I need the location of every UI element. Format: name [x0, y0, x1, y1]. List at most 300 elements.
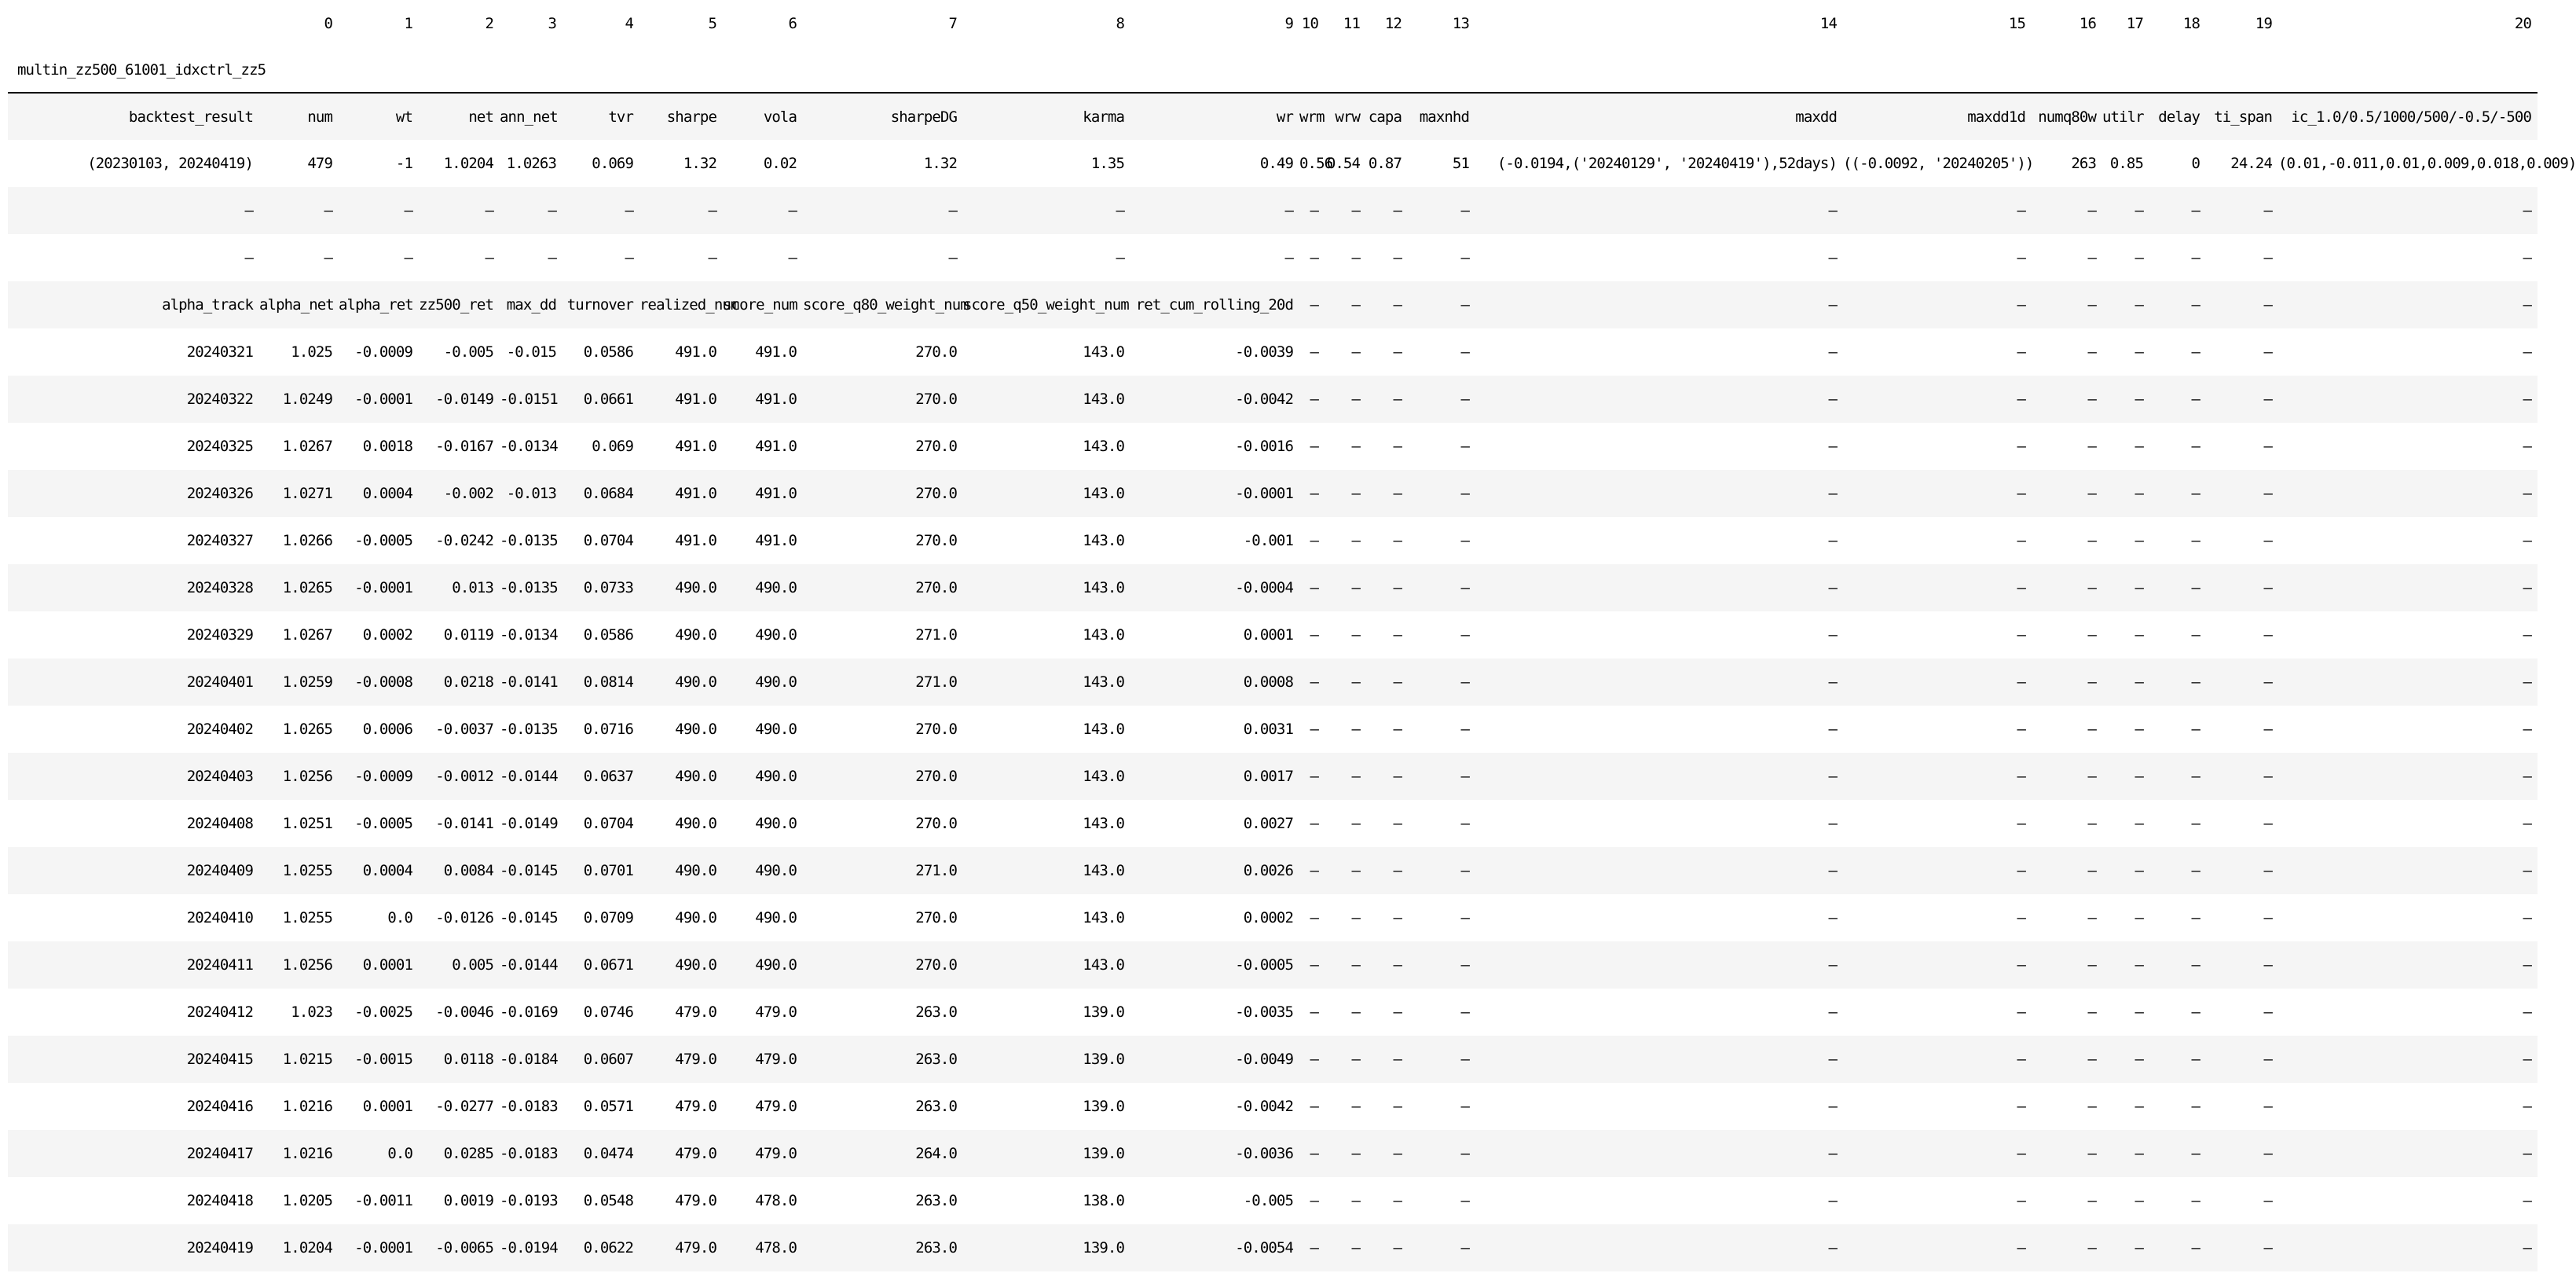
table-cell: -0.0025 — [354, 1003, 412, 1021]
table-cell: — — [2523, 1145, 2531, 1162]
table-cell: wt — [395, 108, 412, 126]
table-row — [8, 659, 2538, 706]
table-cell: — — [1393, 862, 1402, 879]
table-cell: — — [2087, 249, 2096, 266]
table-cell: 143.0 — [1083, 815, 1124, 832]
table-cell: 490.0 — [755, 768, 797, 785]
table-cell: -0.0065 — [435, 1239, 493, 1256]
table-cell: score_q80_weight_num — [803, 296, 969, 314]
table-cell: -0.0141 — [500, 673, 558, 691]
table-cell: — — [1393, 485, 1402, 502]
table-cell: 271.0 — [915, 673, 957, 691]
table-cell: — — [2017, 579, 2025, 596]
row-index-label: 20240418 — [186, 1192, 253, 1209]
table-row — [8, 328, 2538, 376]
table-cell: 0.0001 — [362, 956, 412, 974]
table-cell: 0.54 — [1326, 155, 1360, 172]
table-cell: — — [2134, 532, 2143, 549]
table-cell: 270.0 — [915, 909, 957, 926]
table-cell: — — [2191, 579, 2200, 596]
table-cell: — — [2087, 1192, 2096, 1209]
table-cell: — — [2134, 956, 2143, 974]
table-cell: — — [1460, 1192, 1469, 1209]
table-cell: — — [788, 249, 797, 266]
table-cell: — — [2134, 296, 2143, 314]
table-cell: 490.0 — [755, 862, 797, 879]
table-cell: 1.0265 — [282, 721, 332, 738]
table-cell: 0.85 — [2109, 155, 2143, 172]
table-cell: 143.0 — [1083, 343, 1124, 361]
table-cell: — — [485, 249, 493, 266]
table-cell: — — [2134, 909, 2143, 926]
table-cell: 0.069 — [592, 438, 633, 455]
table-cell: — — [2134, 202, 2143, 219]
table-cell: — — [2523, 1051, 2531, 1068]
table-cell: 490.0 — [675, 626, 716, 644]
table-cell: — — [1393, 721, 1402, 738]
row-index-label: 20240401 — [186, 673, 253, 691]
row-index-label: 20240325 — [186, 438, 253, 455]
table-cell: 479 — [307, 155, 332, 172]
table-cell: — — [1828, 343, 1837, 361]
table-cell: — — [1116, 249, 1124, 266]
table-cell: -0.0169 — [500, 1003, 558, 1021]
table-cell: — — [1460, 1098, 1469, 1115]
table-cell: 1.0215 — [282, 1051, 332, 1068]
table-cell: -0.0135 — [500, 532, 558, 549]
table-cell: -0.0005 — [1235, 956, 1293, 974]
table-cell: 139.0 — [1083, 1098, 1124, 1115]
table-cell: — — [324, 202, 332, 219]
table-cell: — — [1828, 673, 1837, 691]
table-cell: -0.0183 — [500, 1145, 558, 1162]
table-cell: maxdd — [1795, 108, 1837, 126]
table-row — [8, 234, 2538, 281]
table-cell: — — [1351, 1098, 1360, 1115]
table-cell: -0.0005 — [354, 815, 412, 832]
table-cell: 490.0 — [675, 862, 716, 879]
table-cell: 491.0 — [755, 532, 797, 549]
table-cell: — — [2017, 862, 2025, 879]
table-cell: 263.0 — [915, 1051, 957, 1068]
table-cell: 0.0018 — [362, 438, 412, 455]
table-cell: — — [1310, 909, 1318, 926]
table-cell: — — [1828, 532, 1837, 549]
table-cell: 0.0218 — [443, 673, 493, 691]
table-cell: ret_cum_rolling_20d — [1135, 296, 1293, 314]
table-cell: 479.0 — [755, 1098, 797, 1115]
table-cell: — — [1460, 485, 1469, 502]
table-cell: — — [1351, 485, 1360, 502]
table-cell: — — [2523, 296, 2531, 314]
table-cell: 0.0709 — [583, 909, 633, 926]
table-cell: — — [2087, 391, 2096, 408]
table-cell: — — [1828, 862, 1837, 879]
table-cell: 0.56 — [1299, 155, 1333, 172]
table-cell: -0.0001 — [354, 579, 412, 596]
table-cell: — — [2191, 626, 2200, 644]
table-cell: — — [1460, 296, 1469, 314]
table-cell: — — [1828, 1098, 1837, 1115]
table-cell: — — [1393, 956, 1402, 974]
row-index-label: backtest_result — [128, 108, 253, 126]
table-cell: — — [1393, 909, 1402, 926]
table-cell: 139.0 — [1083, 1051, 1124, 1068]
table-cell: 0.0084 — [443, 862, 493, 879]
table-cell: — — [2263, 768, 2272, 785]
table-cell: — — [1310, 249, 1318, 266]
table-cell: 0.0004 — [362, 485, 412, 502]
table-cell: — — [2017, 1192, 2025, 1209]
table-cell: — — [1460, 721, 1469, 738]
table-cell: 479.0 — [675, 1051, 716, 1068]
table-cell: — — [1393, 1145, 1402, 1162]
table-cell: — — [2191, 391, 2200, 408]
row-index-label: 20240328 — [186, 579, 253, 596]
table-cell: — — [1310, 626, 1318, 644]
table-cell: — — [1460, 768, 1469, 785]
table-cell: -0.0194 — [500, 1239, 558, 1256]
table-cell: 0.02 — [763, 155, 797, 172]
table-cell: 0.0671 — [583, 956, 633, 974]
column-number-17: 17 — [2126, 15, 2143, 32]
table-cell: 490.0 — [675, 673, 716, 691]
table-cell: — — [2087, 768, 2096, 785]
table-cell: 0.0704 — [583, 532, 633, 549]
table-cell: -0.0042 — [1235, 1098, 1293, 1115]
table-cell: 0.0027 — [1243, 815, 1293, 832]
table-row — [8, 1036, 2538, 1083]
table-cell: 0.0002 — [362, 626, 412, 644]
table-cell: 490.0 — [675, 815, 716, 832]
table-cell: -0.0144 — [500, 768, 558, 785]
table-cell: — — [1310, 1239, 1318, 1256]
table-cell: -0.013 — [506, 485, 556, 502]
table-cell: — — [1351, 343, 1360, 361]
table-cell: alpha_net — [259, 296, 334, 314]
table-cell: -0.0042 — [1235, 391, 1293, 408]
table-cell: -0.0011 — [354, 1192, 412, 1209]
table-cell: — — [1393, 768, 1402, 785]
table-cell: 0.0586 — [583, 626, 633, 644]
table-row — [8, 941, 2538, 989]
table-cell: — — [1310, 438, 1318, 455]
table-cell: wr — [1276, 108, 1293, 126]
table-cell: 1.35 — [1090, 155, 1124, 172]
table-cell: turnover — [566, 296, 633, 314]
table-cell: — — [1393, 1098, 1402, 1115]
table-cell: -0.0004 — [1235, 579, 1293, 596]
table-cell: num — [307, 108, 332, 126]
table-cell: — — [2017, 532, 2025, 549]
table-cell: 479.0 — [675, 1192, 716, 1209]
row-index-label: 20240408 — [186, 815, 253, 832]
table-cell: — — [1460, 532, 1469, 549]
table-cell: — — [1351, 768, 1360, 785]
table-cell: -0.0167 — [435, 438, 493, 455]
table-cell: 51 — [1452, 155, 1469, 172]
table-cell: — — [2191, 1098, 2200, 1115]
table-cell: — — [2263, 202, 2272, 219]
table-cell: 143.0 — [1083, 485, 1124, 502]
table-cell: 479.0 — [675, 1145, 716, 1162]
table-cell: — — [2191, 721, 2200, 738]
table-cell: -0.0012 — [435, 768, 493, 785]
table-cell: — — [2263, 532, 2272, 549]
table-cell: 270.0 — [915, 579, 957, 596]
table-cell: 0.0285 — [443, 1145, 493, 1162]
table-cell: — — [2191, 249, 2200, 266]
table-cell: 479.0 — [755, 1051, 797, 1068]
table-cell: — — [2191, 1051, 2200, 1068]
table-cell: — — [1310, 1098, 1318, 1115]
table-cell: 1.0265 — [282, 579, 332, 596]
table-cell: — — [2263, 673, 2272, 691]
table-cell: (0.01,-0.011,0.01,0.009,0.018,0.009) — [2278, 155, 2576, 172]
table-cell: 139.0 — [1083, 1003, 1124, 1021]
table-cell: — — [2523, 391, 2531, 408]
table-cell: — — [1460, 202, 1469, 219]
table-cell: — — [1460, 909, 1469, 926]
table-cell: 1.0249 — [282, 391, 332, 408]
table-cell: 490.0 — [755, 956, 797, 974]
table-cell: — — [2523, 673, 2531, 691]
table-cell: maxnhd — [1419, 108, 1469, 126]
table-cell: — — [1351, 296, 1360, 314]
table-cell: 1.0267 — [282, 438, 332, 455]
table-cell: 270.0 — [915, 343, 957, 361]
table-cell: — — [1828, 438, 1837, 455]
table-cell: 263.0 — [915, 1192, 957, 1209]
table-cell: 271.0 — [915, 862, 957, 879]
table-cell: — — [2017, 815, 2025, 832]
table-cell: 490.0 — [755, 673, 797, 691]
table-cell: — — [2523, 343, 2531, 361]
table-cell: 0.0017 — [1243, 768, 1293, 785]
table-cell: — — [2191, 815, 2200, 832]
table-cell: — — [2523, 768, 2531, 785]
table-cell: — — [1828, 1192, 1837, 1209]
table-cell: -0.015 — [506, 343, 556, 361]
table-cell: 143.0 — [1083, 532, 1124, 549]
table-cell: 1.32 — [683, 155, 716, 172]
table-cell: — — [2017, 909, 2025, 926]
table-row — [8, 140, 2538, 187]
table-cell: -0.0001 — [354, 391, 412, 408]
table-cell: 263.0 — [915, 1003, 957, 1021]
table-cell: — — [2191, 202, 2200, 219]
table-cell: — — [1310, 1051, 1318, 1068]
table-row — [8, 281, 2538, 328]
table-cell: 270.0 — [915, 815, 957, 832]
row-index-label: 20240416 — [186, 1098, 253, 1115]
table-cell: 0.0661 — [583, 391, 633, 408]
table-cell: 478.0 — [755, 1239, 797, 1256]
table-cell: 479.0 — [675, 1003, 716, 1021]
table-cell: -0.0049 — [1235, 1051, 1293, 1068]
table-cell: — — [1828, 391, 1837, 408]
table-cell: — — [2087, 1098, 2096, 1115]
table-row — [8, 894, 2538, 941]
table-cell: — — [2191, 296, 2200, 314]
table-cell: — — [2134, 1098, 2143, 1115]
table-cell: — — [2134, 1145, 2143, 1162]
table-cell: — — [1828, 1003, 1837, 1021]
table-cell: — — [1310, 673, 1318, 691]
table-cell: 490.0 — [675, 909, 716, 926]
table-cell: — — [2523, 626, 2531, 644]
table-cell: 139.0 — [1083, 1239, 1124, 1256]
table-cell: 0.0 — [387, 1145, 412, 1162]
table-cell: — — [1351, 909, 1360, 926]
table-cell: — — [2263, 296, 2272, 314]
table-cell: -0.0035 — [1235, 1003, 1293, 1021]
table-cell: vola — [763, 108, 797, 126]
table-cell: 491.0 — [755, 343, 797, 361]
index-name-row — [8, 47, 2538, 93]
table-cell: — — [2087, 673, 2096, 691]
table-cell: — — [1828, 249, 1837, 266]
table-cell: — — [1460, 1239, 1469, 1256]
table-cell: 143.0 — [1083, 956, 1124, 974]
table-cell: (-0.0194,('20240129', '20240419'),52days) — [1497, 155, 1837, 172]
table-cell: 491.0 — [755, 438, 797, 455]
row-index-label: 20240410 — [186, 909, 253, 926]
table-cell: — — [2263, 1192, 2272, 1209]
table-cell: — — [2017, 1145, 2025, 1162]
table-cell: — — [2191, 956, 2200, 974]
table-cell: — — [2263, 721, 2272, 738]
table-cell: 1.023 — [291, 1003, 332, 1021]
column-number-16: 16 — [2079, 15, 2096, 32]
table-cell: — — [1310, 391, 1318, 408]
table-cell: 143.0 — [1083, 768, 1124, 785]
table-cell: — — [1351, 1145, 1360, 1162]
table-cell: — — [2134, 1192, 2143, 1209]
table-cell: — — [1310, 815, 1318, 832]
table-cell: — — [1116, 202, 1124, 219]
table-cell: 270.0 — [915, 485, 957, 502]
table-cell: 143.0 — [1083, 626, 1124, 644]
table-cell: tvr — [608, 108, 633, 126]
table-cell: — — [1828, 296, 1837, 314]
table-cell: -0.0009 — [354, 343, 412, 361]
table-cell: — — [1310, 485, 1318, 502]
table-cell: -0.0151 — [500, 391, 558, 408]
table-cell: 479.0 — [675, 1098, 716, 1115]
row-index-label: 20240411 — [186, 956, 253, 974]
table-row — [8, 470, 2538, 517]
index-name: multin_zz500_61001_idxctrl_zz5 — [17, 61, 266, 79]
table-cell: — — [2523, 815, 2531, 832]
table-cell: -0.0242 — [435, 532, 493, 549]
table-cell: — — [1284, 202, 1293, 219]
column-number-6: 6 — [788, 15, 797, 32]
column-number-12: 12 — [1384, 15, 1402, 32]
table-cell: — — [2263, 815, 2272, 832]
table-cell: — — [2191, 1192, 2200, 1209]
table-cell: — — [2087, 1239, 2096, 1256]
table-cell: — — [2263, 1098, 2272, 1115]
table-cell: — — [2523, 956, 2531, 974]
column-number-11: 11 — [1343, 15, 1360, 32]
table-cell: — — [2134, 343, 2143, 361]
table-row — [8, 753, 2538, 800]
table-cell: 270.0 — [915, 391, 957, 408]
table-cell: — — [2017, 673, 2025, 691]
table-cell: — — [2087, 438, 2096, 455]
table-cell: — — [2191, 438, 2200, 455]
table-cell: -0.0016 — [1235, 438, 1293, 455]
table-cell: — — [1393, 1003, 1402, 1021]
table-cell: 1.0204 — [443, 155, 493, 172]
table-cell: — — [2191, 343, 2200, 361]
table-cell: — — [2087, 579, 2096, 596]
table-cell: — — [2191, 768, 2200, 785]
table-cell: — — [1460, 343, 1469, 361]
table-cell: 491.0 — [675, 438, 716, 455]
table-cell: ti_span — [2214, 108, 2272, 126]
table-cell: score_q50_weight_num — [963, 296, 1129, 314]
table-cell: — — [2263, 579, 2272, 596]
table-cell: 0.49 — [1259, 155, 1293, 172]
table-cell: — — [1393, 296, 1402, 314]
table-cell: — — [2263, 909, 2272, 926]
table-cell: -0.0005 — [354, 532, 412, 549]
table-cell: 491.0 — [675, 343, 716, 361]
table-cell: — — [548, 202, 556, 219]
table-cell: 491.0 — [675, 391, 716, 408]
table-cell: max_dd — [506, 296, 556, 314]
table-cell: -0.0008 — [354, 673, 412, 691]
table-cell: 138.0 — [1083, 1192, 1124, 1209]
table-cell: 263.0 — [915, 1239, 957, 1256]
dataframe-body — [8, 93, 2576, 1271]
column-number-13: 13 — [1452, 15, 1469, 32]
table-cell: — — [2017, 343, 2025, 361]
table-cell: 143.0 — [1083, 438, 1124, 455]
table-cell: — — [2087, 202, 2096, 219]
table-cell: 143.0 — [1083, 391, 1124, 408]
table-cell: 478.0 — [755, 1192, 797, 1209]
table-cell: 490.0 — [755, 579, 797, 596]
table-cell: 1.0271 — [282, 485, 332, 502]
table-cell: -0.0009 — [354, 768, 412, 785]
table-cell: — — [1351, 391, 1360, 408]
table-cell: 1.0251 — [282, 815, 332, 832]
table-cell: — — [1393, 1239, 1402, 1256]
table-cell: — — [2087, 532, 2096, 549]
table-cell: — — [1351, 1003, 1360, 1021]
table-cell: — — [1828, 721, 1837, 738]
table-cell: 1.0216 — [282, 1098, 332, 1115]
table-cell: maxdd1d — [1967, 108, 2025, 126]
column-number-4: 4 — [625, 15, 633, 32]
table-cell: wrw — [1335, 108, 1360, 126]
table-cell: — — [2191, 673, 2200, 691]
column-number-20: 20 — [2514, 15, 2531, 32]
table-cell: — — [2263, 1239, 2272, 1256]
header-corner — [8, 0, 259, 47]
table-cell: — — [1351, 673, 1360, 691]
table-cell: — — [1351, 1051, 1360, 1068]
table-cell: -0.001 — [1243, 532, 1293, 549]
table-cell: numq80w — [2038, 108, 2096, 126]
column-number-14: 14 — [1819, 15, 1837, 32]
table-cell: — — [1460, 391, 1469, 408]
table-cell: — — [625, 202, 633, 219]
table-cell: — — [1460, 815, 1469, 832]
